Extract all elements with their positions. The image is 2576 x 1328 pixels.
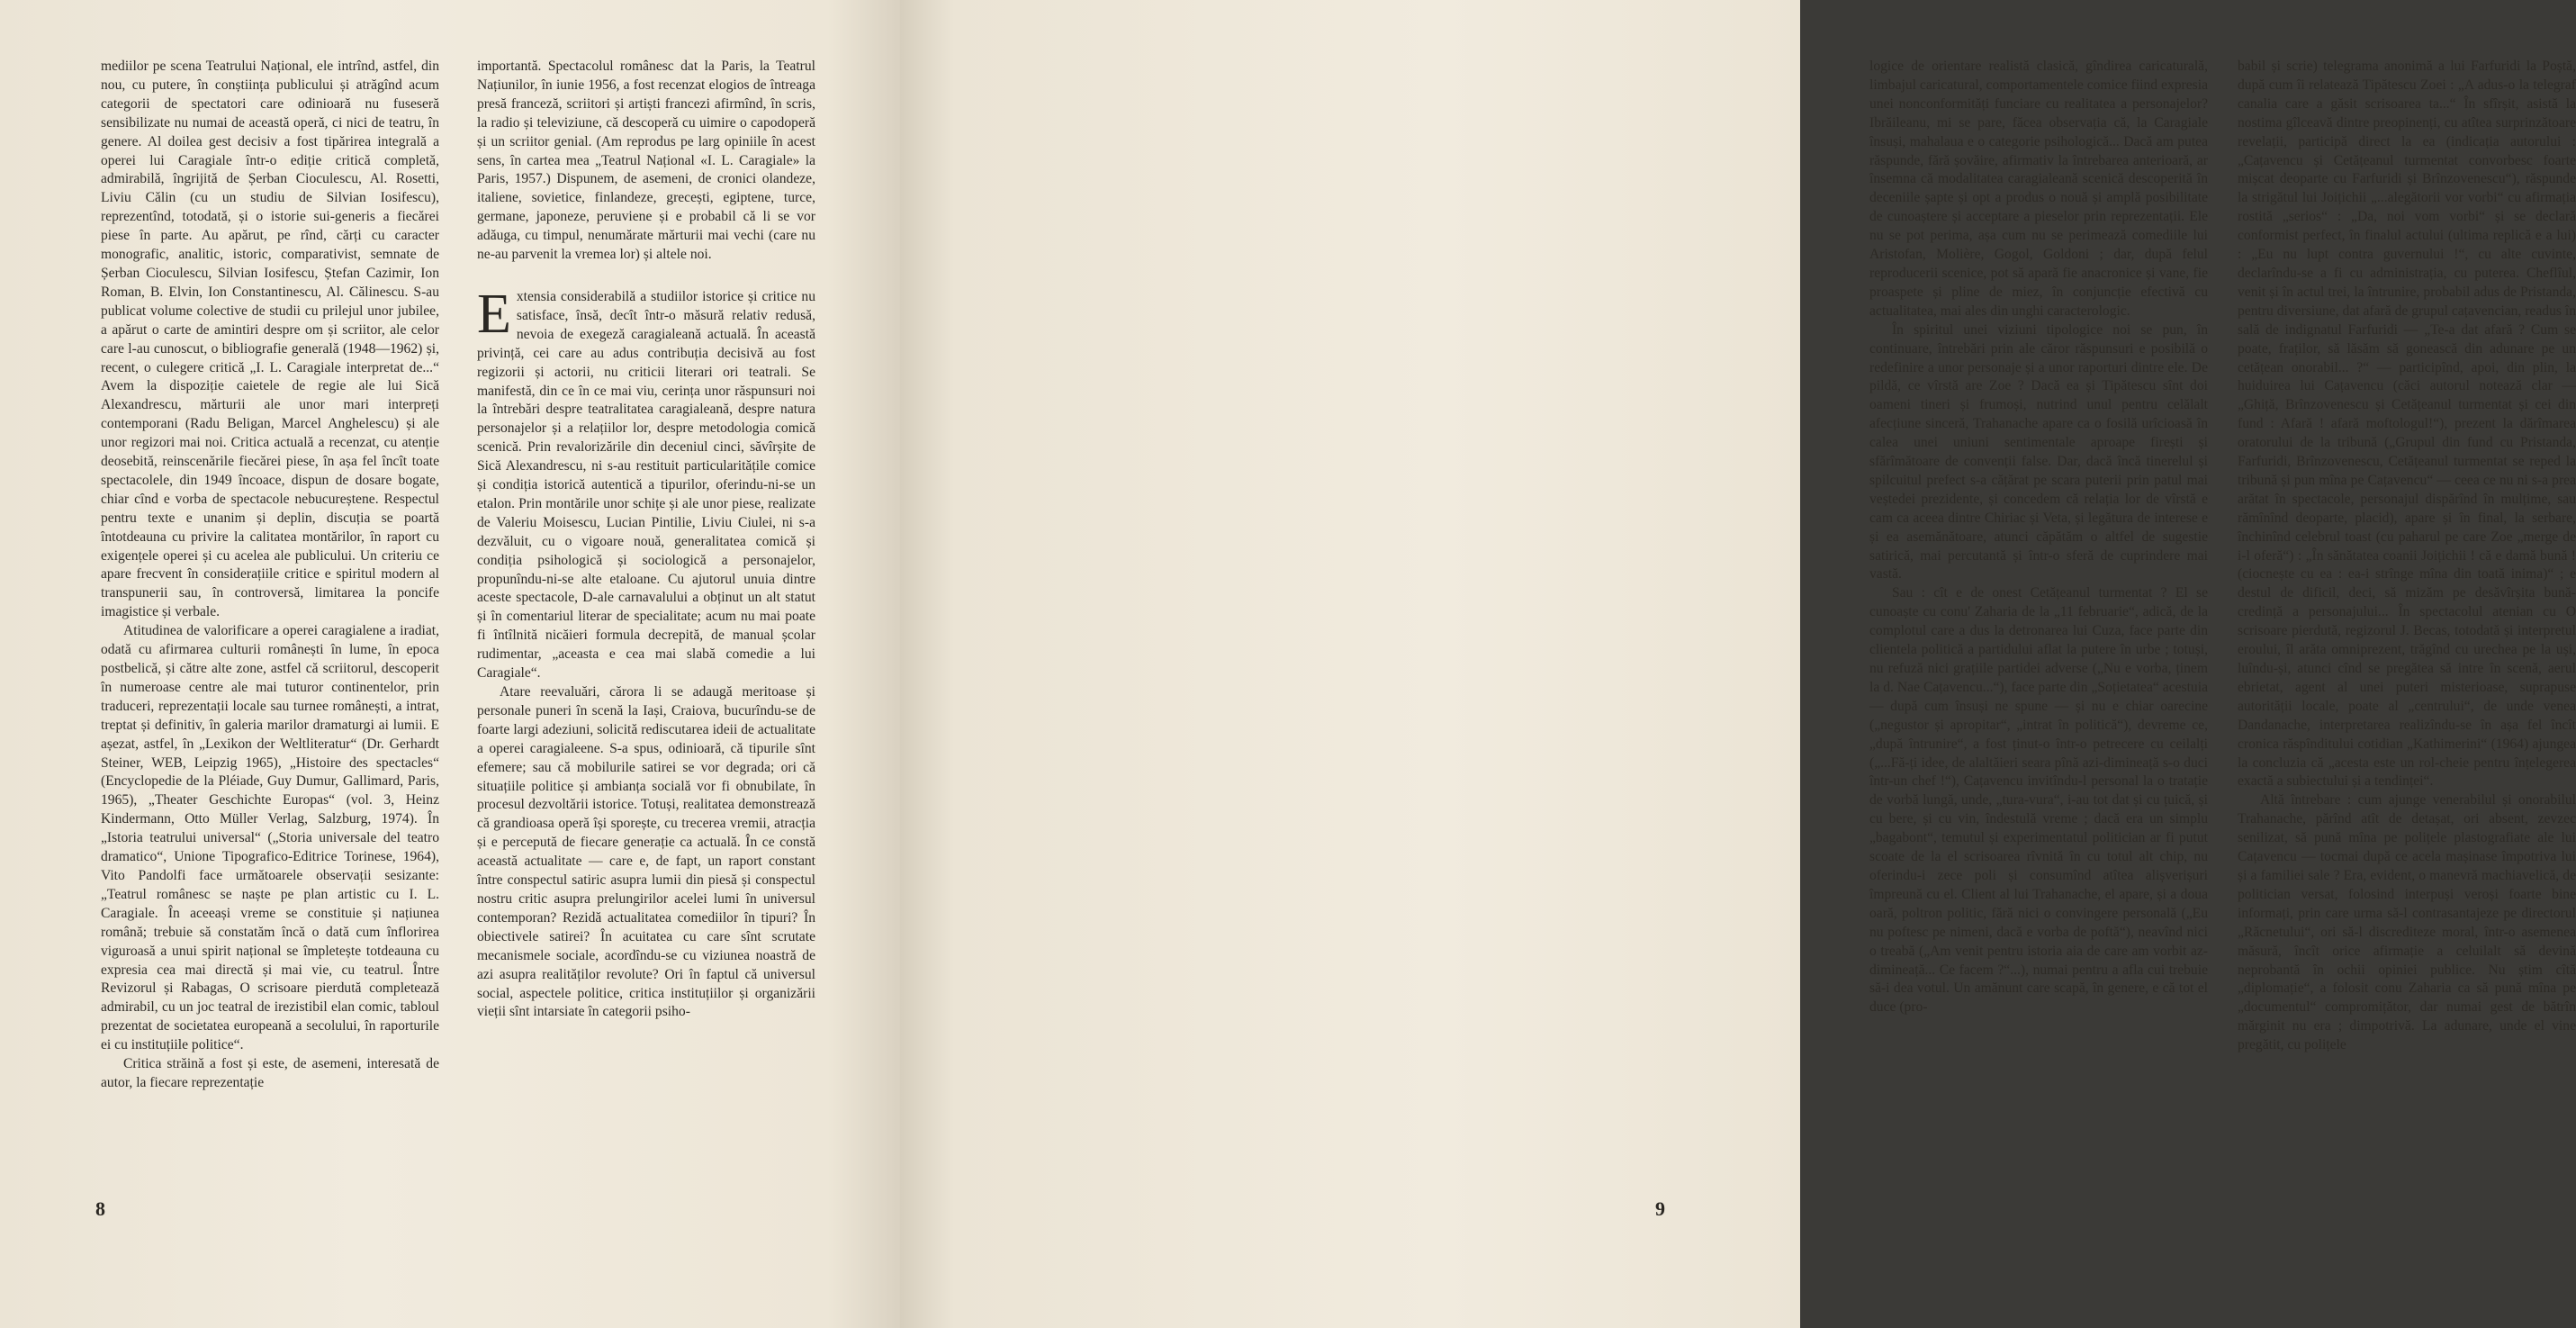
- page-number-right: 9: [1655, 1197, 1665, 1220]
- right-page: [900, 0, 2576, 1328]
- paragraph: Critica străină a fost și este, de asemeni, interesată de autor, la fiecare reprezentație: [101, 1056, 439, 1090]
- paragraph: importantă. Spectacolul românesc dat la Paris, la Teatrul Națiunilor, în iunie 1956, a fost recenzat elogios de întreaga presă franceză, scriitori și artiști francezi afirmînd, în scris, la radio și televiziune, că descoperă cu uimire o capodoperă și un scriitor genial. (Am reprodus pe larg opiniile în acest sens, în cartea mea „Teatrul Național «I. L. Caragiale» la Paris, 1957.) Dispunem, de asemeni, de cronici olandeze, italiene, sovietice, finlandeze, grecești, egiptene, turce, germane, japoneze, peruviene și e probabil că li se vor adăuga, cu timpul, nenumărate mărturii mai vechi (care nu ne-au parvenit la vremea lor) și altele noi.: [477, 59, 815, 263]
- paragraph: Sau : cît e de onest Cetățeanul turmentat ? El se cunoaște cu conu' Zaharia de la „11 februarie“, adică, de la complotul care a dus la detronarea lui Cuza, face parte din clientela politică a partidului aflat la putere în urbe ; totuși, nu refuză nici grațiile partidei adverse („Nu e vorba, ținem la d. Nae Cațavencu...“), face parte din „Soțietatea“ acestuia — după cum însuși ne spune — și nu e chiar oarecine („negustor și apropitar“, „intrat în politică“), devreme ce, „după întrunire“, a fost ținut-o într-o petrecere cu ceilalți („...Fă-ți idee, de alaltăieri seara pînă azi-dimineață s-o duci într-un chef !“), Cațavencu invitîndu-l personal la o tratație de vorbă lungă, unde, „tura-vura“, i-au tot dat și cu țuică, și cu bere, și cu vin, îndestulă vreme ; dacă era un simplu „bagabont“, temutul și experimentatul politician ar fi putut scoate de la el scrisoarea rîvnită în cu totul alt chip, nu oferindu-i zece poli și consumînd atîtea alișverișuri împreună cu el. Client al lui Trahanache, el apare, și a doua oară, poltron politic, fără nici o convingere personală („Eu nu poftesc pe nimeni, dacă e vorba de poftă“), neavînd nici o treabă („Am venit pentru istoria aia de care am vorbit az-dimineață... Ce facem ?“...), numai pentru a afla cui trebuie să-i dea votul. Un amănunt care scapă, în genere, e că tot el duce (pro-: [1869, 585, 2208, 1016]
- paragraph-dropcap: Extensia considerabilă a studiilor istorice și critice nu satisface, însă, decît într-o măsură relativ redusă, nevoia de exegeză caragialeană actuală. În această privință, cei care au adus contribuția decisivă au fost regizorii și actorii, nu criticii literari ori teatrali. Se manifestă, din ce în ce mai viu, cerința unor răspunsuri noi la întrebări despre teatralitatea caragialeană, despre natura personajelor și a relațiilor lor, despre metodologia comică scenică. Prin revalorizările din deceniul cinci, săvîrșite de Sică Alexandrescu, ni s-au restituit particularitățile comice și condiția istorică autentică a tipurilor, oferindu-ni-se un etalon. Prin montările unor schițe și ale unor piese, realizate de Valeriu Moisescu, Lucian Pintilie, Liviu Ciulei, ni s-a dezvăluit, cu o vigoare nouă, generalitatea comică și condiția psihologică și sociologică a personajelor, propunîndu-ni-se alte etaloane. Cu ajutorul unuia dintre aceste spectacole, D-ale carnavalului a obținut un alt statut și în comentariul literar de specialitate; acum nu mai poate fi întîlnită nicăieri formula decrepită, de manual școlar rudimentar, „aceasta e cea mai slabă comedie a lui Caragiale“.: [477, 283, 815, 682]
- paragraph: Altă întrebare : cum ajunge venerabilul și onorabilul Trahanache, părînd atît de detașat, ori absent, zevzec senilizat, să pună mîna pe polițele plastografiate ale lui Cațavencu — tocmai după ce acela mașinase împotriva lui și a familiei sale ? Era, evident, o manevră machiavelică, de politician versat, folosind interpuși veroși foarte bine informați, prin care urma să-l contrasantajeze pe directorul „Răcnetului“, ori să-l discrediteze moral, într-o asemenea măsură, încît orice afirmație a celuilalt să devină neprobantă în ochii opiniei publice. Nu știm cîtă „diplomație“, a folosit conu Zaharia ca să pună mîna pe „documentul“ compromițător, dar numai gest de bătrîn mărginit nu era ; dimpotrivă. La adunare, unde el vine pregătit, cu polițele: [2238, 792, 2576, 1053]
- paragraph: babil și scrie) telegrama anonimă a lui Farfuridi la Poștă, după cum îi relatează Tipătescu Zoei : „A adus-o la telegraf canalia care a găsit scrisoarea ta...“ În sfîrșit, asistă la nostima gîlceavă dintre preopinenți, cu atîtea surprinzătoare revelații, participă direct la ea (indicația autorului : „Cațavencu și Cetățeanul turmentat convorbesc foarte mișcat deoparte cu Farfuridi și Brînzovenescu“), răspunde la strigătul lui Joițichii „...alegătorii vor vorbi“ cu afirmația rostită „serios“ : „Da, noi vom vorbi“ și se declară conformist perfect, în finalul actului (ultima replică e a lui) : „Eu nu lupt contra guvernului !“, cu alte cuvinte, declarîndu-se a fi cu administrația, cu puterea. Cheflîul, venit și în actul trei, la întrunire, probabil adus de Pristanda, pentru diversiune, dat afară de grupul cațavencian, readus în sală de indignatul Farfuridi — „Te-a dat afară ? Cum se poate, fraților, să lăsăm să gonească din adunare pe un cetățean onorabil... ?“ — participînd, apoi, din plin, la huiduirea lui Cațavencu (căci autorul notează clar — „Ghiță, Brînzovenescu și Cetățeanul turmentat și cei din fund : Afară ! afară moftologul!“), prezent la dărîmarea oratorului de la tribună („Grupul din fund cu Pristanda, Farfuridi, Brînzovenescu, Cetățeanul turmentat se reped la tribună și pun mîna pe Cațavencu“ — ceea ce nu ni s-a prea arătat în spectacole, personajul dispărînd în mulțime, sau rămînînd deoparte, placid), apare și în final, la serbare, închinînd celebrul toast (cu paharul pe care Zoe „merge de i-l oferă“) : „În sănătatea coanii Joițichii ! că e damă bună ! (ciocnește cu ea : ea-i strînge mîna din toată inima)“ ; e destul de dificil, deci, să mizăm pe desăvîrșita bună-credință a personajului... În spectacolul atenian cu O scrisoare pierdută, regizorul J. Becas, totodată și interpretul eroului, îl arăta omniprezent, trăgînd cu urechea pe la uși, luîndu-și, atunci cînd se pregătea să intre în scenă, aerul ebrietat, agent al unei puteri misterioase, suprapuse autorității locale, poate al „centrului“, de unde venea Dandanache, interpretarea realizîndu-se în așa fel încît cronica răspînditului cotidian „Kathimerini“ (1964) ajungea la concluzia că „acesta este un rol-cheie pentru înțelegerea exactă a subiectului și a tendinței“.: [2238, 59, 2576, 790]
- paragraph: logice de orientare realistă clasică, gîndirea caricaturală, limbajul caricatural, comportamentele comice fiind expresia unei nonconformități funciare cu realitatea a personajelor? Ibrăileanu, mi se pare, făcea observația că, la Caragiale însuși, mahalaua e o categorie psihologică... Dacă am putea răspunde, fără șovăire, afirmativ la întrebarea anterioară, ar însemna că modalitatea caragialeană scenică descoperită în deceniile șapte și opt a produs o nouă și amplă posibilitate de cunoaștere și acceptare a pieselor prin reprezentații. Ele nu se pot perima, așa cum nu se perimează comediile lui Aristofan, Molière, Gogol, Goldoni ; dar, după felul reproducerii scenice, pot să apară fie anacronice și vane, fie proaspete și pline de miez, în conjuncție efectivă cu actualitatea, mai ales din unghi caracterologic.: [1869, 59, 2208, 319]
- right-page-column-1: [1869, 58, 2208, 1174]
- paragraph: Atitudinea de valorificare a operei caragialene a iradiat, odată cu afirmarea culturii românești în lume, în epoca postbelică, și către alte zone, astfel că scriitorul, descoperit în numeroase centre ale mai tuturor continentelor, prin traduceri, reprezentații locale sau turnee românești, a intrat, treptat și definitiv, în galeria marilor dramaturgi ai lumii. E așezat, astfel, în „Lexikon der Weltliteratur“ (Dr. Gerhardt Steiner, WEB, Leipzig 1965), „Histoire des spectacles“ (Encyclopedie de la Pléiade, Guy Dumur, Gallimard, Paris, 1965), „Theater Geschichte Europas“ (vol. 3, Heinz Kindermann, Otto Müller Verlag, Salzburg, 1974). În „Istoria teatrului universal“ („Storia universale del teatro dramatico“, Unione Tipografico-Editrice Torinese, 1964), Vito Pandolfi face următoarele observații sesizante: „Teatrul românesc se naște pe plan artistic cu I. L. Caragiale. În aceeași vreme se constituie și națiunea română; trebuie să constatăm încă o dată cum înflorirea viguroasă a unui spirit național se împletește totdeauna cu expresia cea mai directă și mai vie, cu teatrul. Între Revizorul și Rabagas, O scrisoare pierdută completează admirabil, cu un joc teatral de irezistibil elan comic, tabloul prezentat de societatea europeană a secolului, în raporturile ei cu instituțiile politice“.: [101, 623, 439, 1053]
- right-page-column-2: [2238, 58, 2576, 1174]
- page-number-left: 8: [95, 1197, 105, 1220]
- paragraph: mediilor pe scena Teatrului Național, ele intrînd, astfel, din nou, cu putere, în conștiința publicului și atrăgînd acum categorii de spectatori care odinioară nu fuseseră sensibilizate nu numai de această operă, ci nici de teatru, în genere. Al doilea gest decisiv a fost tipărirea integrală a operei lui Caragiale într-o ediție critică completă, admirabilă, îngrijită de Șerban Cioculescu, Al. Rosetti, Liviu Călin (cu un studiu de Silvian Iosifescu), reprezentînd, totodată, și o istorie sui-generis a fiecărei piese în parte. Au apărut, pe rînd, cărți cu caracter monografic, analitic, istoric, comparativist, semnate de Șerban Cioculescu, Silvian Iosifescu, Ștefan Cazimir, Ion Roman, B. Elvin, Ion Constantinescu, Al. Călinescu. S-au publicat volume colective de studii cu prilejul unor jubilee, a apărut o carte de amintiri despre om și scriitor, ale celor care l-au cunoscut, o bibliografie generală (1948—1962) și, recent, o culegere critică „I. L. Caragiale interpretat de...“ Avem la dispoziție caietele de regie ale lui Sică Alexandrescu, mărturii ale unor mari interpreți contemporani (Radu Beligan, Marcel Anghelescu) și ale unor regizori mai noi. Critica actuală a recenzat, cu atenție deosebită, reinscenările fiecărei piese, în așa fel încît toate spectacolele, din 1949 încoace, dispun de dosare bogate, chiar cînd e vorba de spectacole nebucureștene. Respectul pentru texte e unanim și deplin, discuția se poartă întotdeauna cu privire la calitatea montărilor, în raport cu exigențele operei și cu acelea ale publicului. Un criteriu ce apare frecvent în considerațiile critice e spiritul modern al transpunerii sau, în controversă, limitarea la poncife imagistice și verbale.: [101, 59, 439, 620]
- section-gap: [477, 265, 815, 288]
- paragraph: În spiritul unei viziuni tipologice noi se pun, în continuare, întrebări prin ale căror răspunsuri e posibilă o redefinire a unor personaje și a unor raporturi dintre ele. De pildă, ce vîrstă are Zoe ? Dacă ea și Tipătescu sînt doi oameni tineri și frumoși, nutrind unul pentru celălalt afecțiune sinceră, Trahanache apare ca o fosilă urîcioasă în calea unei uniuni sentimentale aproape firești și sfărîmătoare de convenții false. Dar, dacă încă tinerelul și spilcuitul prefect s-a cățărat pe scara puterii prin patul mai veștedei prezidente, și concedem că relația lor de vîrstă e cam ca aceea dintre Chiriac și Veta, și legătura de interese e și ea asemănătoare, atunci căpătăm o altfel de sugestie satirică, mai percutantă și într-o sferă de cuprindere mai vastă.: [1869, 321, 2208, 583]
- paragraph: Atare reevaluări, cărora li se adaugă meritoase și personale puneri în scenă la Iași, Craiova, bucurîndu-se de foarte largi adeziuni, solicită rediscutarea ideii de actualitate a operei caragialeene. S-a spus, odinioară, că tipurile sînt efemere; sau că mobilurile satirei se vor degrada; ori că situațiile politice și ambianța socială vor fi obnubilate, în procesul dezvoltării istorice. Totuși, realitatea demonstrează că grandioasa operă își sporește, cu trecerea vremii, atracția și e percepută de fiecare generație ca actuală. În ce constă această actualitate — care e, de fapt, un raport constant între conspectul satiric asupra lumii din piesă și conspectul nostru critic asupra prelungirilor acelei lumi în universul contemporan? Rezidă actualitatea comediilor în tipuri? În obiectivele satirei? În acuitatea cu care sînt scrutate mecanismele sociale, acordîndu-se cu viziunea noastră de azi asupra realităților revolute? Ori în faptul că universul social, aspectele politice, critica instituțiilor și organizării vieții sînt intarsiate în categorii psiho-: [477, 684, 815, 1020]
- left-page-column-2: [477, 58, 815, 1174]
- left-page: [0, 0, 900, 1328]
- left-page-column-1: [101, 58, 439, 1174]
